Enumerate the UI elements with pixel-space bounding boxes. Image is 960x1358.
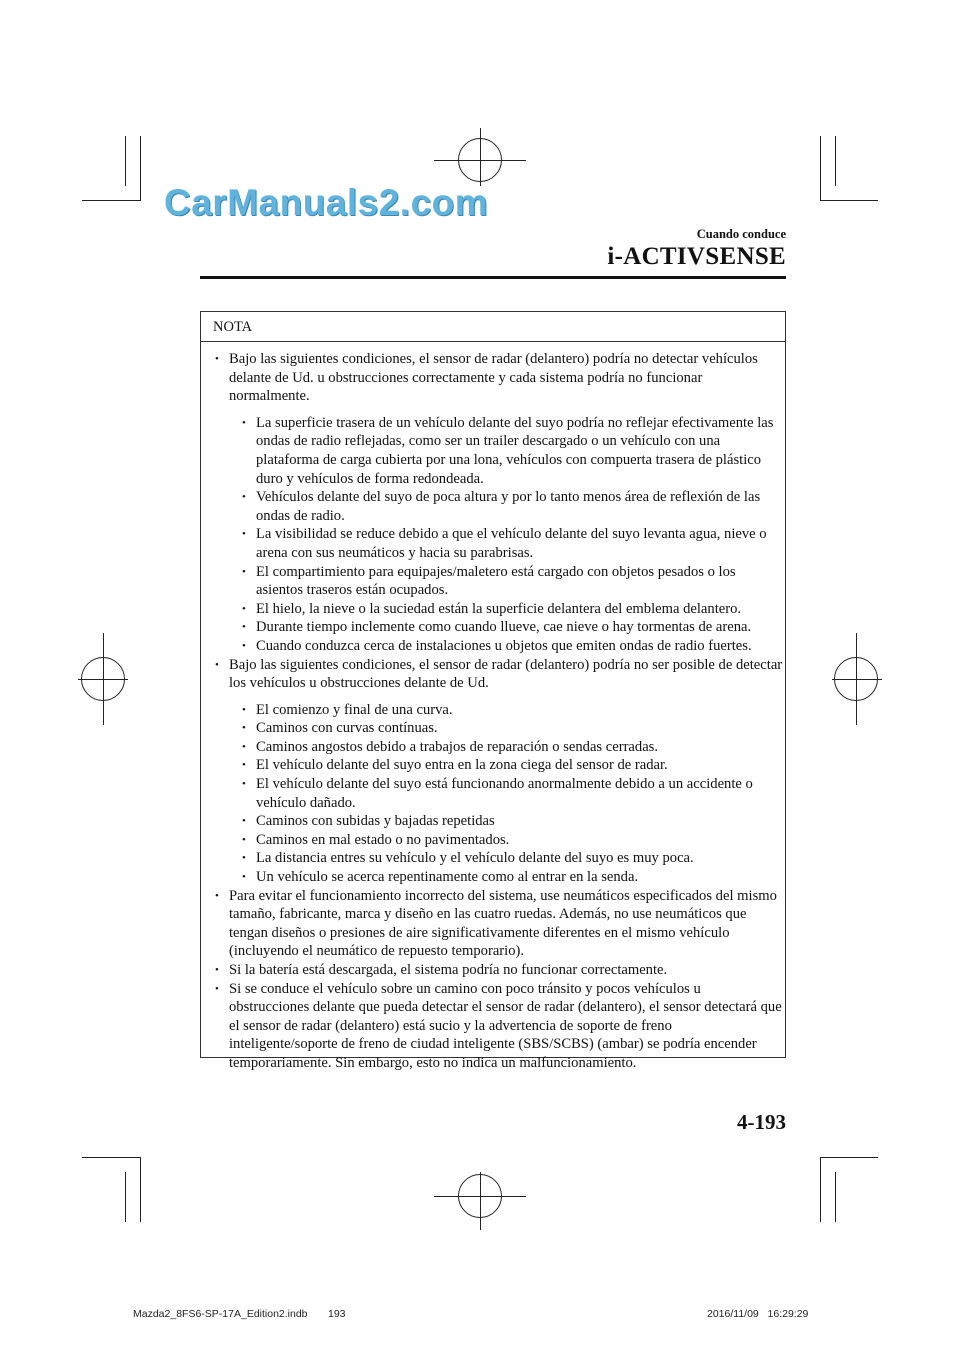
note-subitem: • Cuando conduzca cerca de instalaciones u objetos que emiten ondas de radio fuertes. xyxy=(241,637,783,656)
note-list xyxy=(214,350,783,1073)
note-subitem: • Durante tiempo inclemente como cuando llueve, cae nieve o hay tormentas de arena. xyxy=(241,618,783,637)
crop-mark xyxy=(835,136,836,186)
note-item xyxy=(214,350,783,656)
registration-circle xyxy=(458,138,502,182)
note-subitem: • La visibilidad se reduce debido a que el vehículo delante del suyo levanta agua, nieve o arena con sus neumáticos y hacia su parabrisas. xyxy=(241,525,783,562)
registration-circle xyxy=(834,657,878,701)
crop-mark xyxy=(140,1157,141,1222)
crop-mark xyxy=(820,1157,821,1222)
section-label: Cuando conduce xyxy=(696,227,786,241)
note-item xyxy=(214,656,783,887)
note-subitem: • El compartimiento para equipajes/maletero está cargado con objetos pesados o los asientos traseros están ocupados. xyxy=(241,563,783,600)
note-subitem: • Vehículos delante del suyo de poca altura y por lo tanto menos área de reflexión de las ondas de radio. xyxy=(241,488,783,525)
watermark-logo: CarManuals2.com xyxy=(164,182,489,223)
note-subitem: • Caminos con curvas contínuas. xyxy=(241,719,783,738)
note-subitem: • Caminos en mal estado o no pavimentados. xyxy=(241,831,783,850)
footer-date: 2016/11/09 16:29:29 xyxy=(707,1308,809,1320)
crop-mark xyxy=(82,1157,140,1158)
note-heading: NOTA xyxy=(201,312,785,342)
note-item-text: Bajo las siguientes condiciones, el sensor de radar (delantero) podría no detectar vehículos delante de Ud. u obstrucciones correctamente y cada sistema podría no funcionar normalmente. xyxy=(229,351,758,405)
note-sublist xyxy=(229,414,783,656)
note-item-text: Si la batería está descargada, el sistema podría no funcionar correctamente. xyxy=(229,962,668,978)
crop-mark xyxy=(820,1157,878,1158)
note-subitem: • El comienzo y final de una curva. xyxy=(241,701,783,720)
footer-file-name: Mazda2_8FS6-SP-17A_Edition2.indb xyxy=(133,1308,308,1320)
registration-circle xyxy=(458,1174,502,1218)
note-box xyxy=(200,311,786,1071)
crop-mark xyxy=(125,1172,126,1222)
crop-mark xyxy=(820,136,821,201)
note-item-text: Bajo las siguientes condiciones, el sensor de radar (delantero) podría no ser posible de detectar los vehículos u obstrucciones delante de Ud. xyxy=(229,656,783,692)
note-sublist xyxy=(229,701,783,887)
note-subitem: • Caminos con subidas y bajadas repetidas xyxy=(241,812,783,831)
crop-mark xyxy=(125,136,126,186)
note-subitem: • El hielo, la nieve o la suciedad están la superficie delantera del emblema delantero. xyxy=(241,600,783,619)
note-body xyxy=(201,342,785,1073)
registration-circle xyxy=(81,657,125,701)
crop-mark xyxy=(82,200,140,201)
note-subitem: • El vehículo delante del suyo está funcionando anormalmente debido a un accidente o vehículo dañado. xyxy=(241,775,783,812)
header-rule xyxy=(200,276,786,279)
note-subitem: • El vehículo delante del suyo entra en la zona ciega del sensor de radar. xyxy=(241,756,783,775)
note-item xyxy=(214,887,783,961)
note-subitem: • Caminos angostos debido a trabajos de reparación o sendas cerradas. xyxy=(241,738,783,757)
crop-mark xyxy=(140,136,141,201)
crop-mark xyxy=(835,1172,836,1222)
note-item xyxy=(214,980,783,1073)
page-title: i-ACTIVSENSE xyxy=(607,243,786,270)
footer-page: 193 xyxy=(328,1308,346,1320)
note-item-text: Para evitar el funcionamiento incorrecto del sistema, use neumáticos especificados del mismo tamaño, fabricante, marca y diseño en las cuatro ruedas. Además, no use neumáticos que tengan diseños o presiones de aire significativamente diferentes en el mismo vehículo (incluyendo el neumático de repuesto temporario). xyxy=(229,887,777,960)
note-item-text: Si se conduce el vehículo sobre un camino con poco tránsito y pocos vehículos u obstrucciones delante que pueda detectar el sensor de radar (delantero), el sensor detectará que el sensor de radar (delantero) está sucio y la advertencia de soporte de freno inteligente/soporte de freno de ciudad inteligente (SBS/SCBS) (ambar) se podría encender temporariamente. Sin embargo, esto no indica un malfuncionamiento. xyxy=(229,980,782,1071)
note-subitem: • Un vehículo se acerca repentinamente como al entrar en la senda. xyxy=(241,868,783,887)
note-subitem: • La superficie trasera de un vehículo delante del suyo podría no reflejar efectivamente las ondas de radio reflejadas, como ser un trailer descargado o un vehículo con una plataforma de carga cubierta por una lona, vehículos con compuerta trasera de plástico duro y vehículos de forma redondeada. xyxy=(241,414,783,488)
note-item xyxy=(214,961,783,980)
crop-mark xyxy=(820,200,878,201)
page-number: 4-193 xyxy=(737,1110,786,1134)
note-subitem: • La distancia entres su vehículo y el vehículo delante del suyo es muy poca. xyxy=(241,849,783,868)
